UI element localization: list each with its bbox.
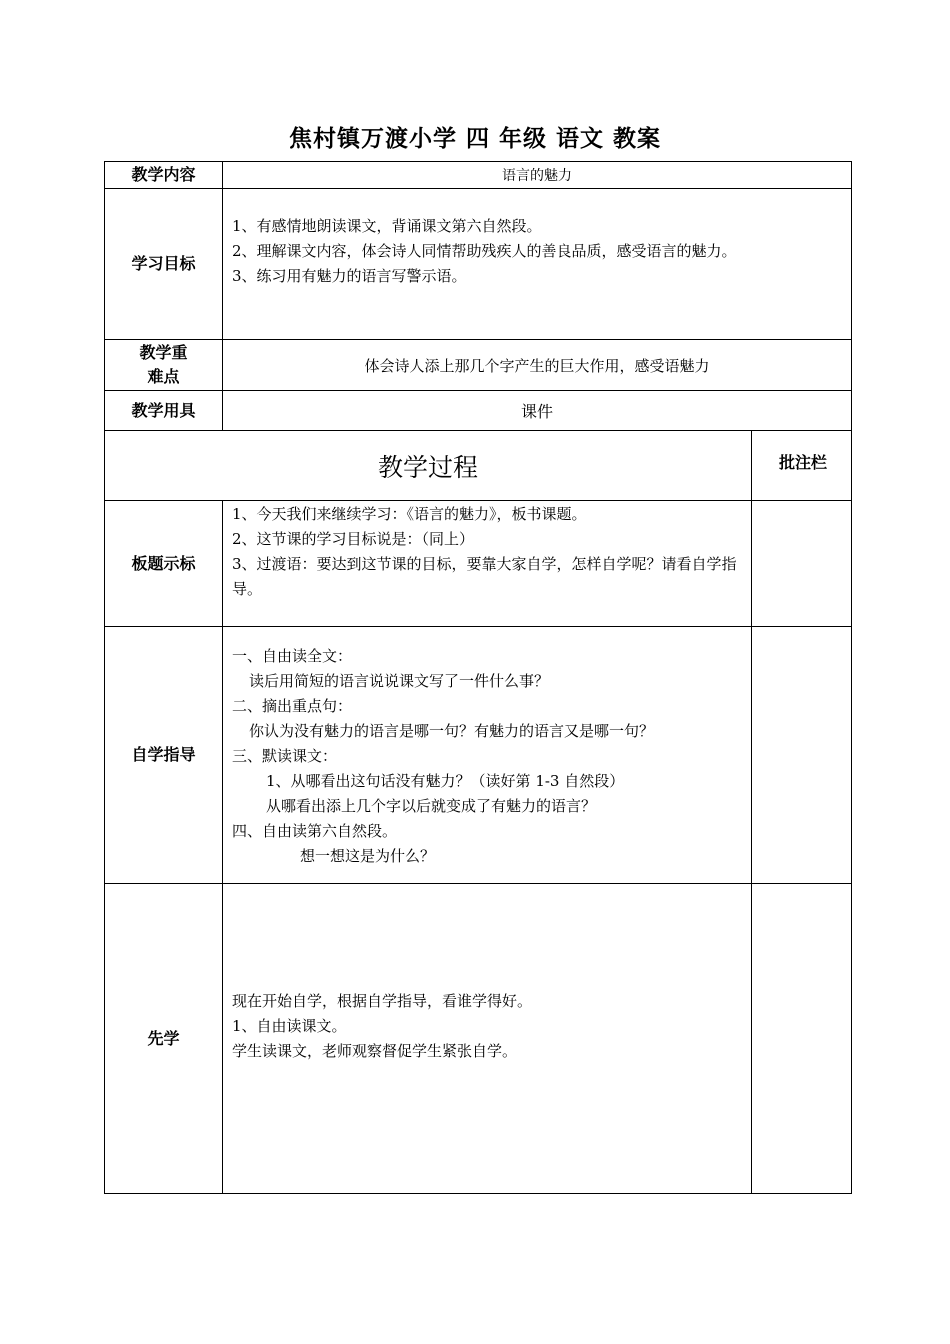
guide-line: 想一想这是为什么？ — [300, 847, 436, 865]
goals-label-cell — [104, 188, 223, 340]
prestudy-line: 1、自由读课文。 — [232, 1017, 347, 1035]
guide-line: 一、自由读全文： — [232, 647, 353, 665]
prestudy-line: 现在开始自学，根据自学指导，看谁学得好。 — [232, 992, 533, 1010]
goal-line: 1、有感情地朗读课文，背诵课文第六自然段。 — [232, 217, 542, 235]
prestudy-label: 先学 — [147, 1028, 180, 1048]
keypoints-label-line1: 教学重 — [139, 343, 188, 362]
process-heading: 教学过程 — [377, 452, 478, 482]
lesson-title: 语言的魅力 — [502, 168, 572, 184]
prestudy-label-cell — [104, 883, 223, 1194]
prestudy-value-cell — [222, 883, 752, 1194]
intro-label: 板题示标 — [131, 553, 196, 573]
prestudy-line: 学生读课文，老师观察督促学生紧张自学。 — [232, 1042, 518, 1060]
content-label-cell — [104, 161, 223, 189]
page-title: 焦村镇万渡小学 四 年级 语文 教案 — [288, 126, 662, 152]
keypoints-value: 体会诗人添上那几个字产生的巨大作用，感受语魅力 — [364, 356, 710, 375]
guide-line: 四、自由读第六自然段。 — [232, 822, 398, 840]
guide-line: 二、摘出重点句： — [232, 697, 353, 715]
goals-label: 学习目标 — [131, 254, 196, 273]
intro-label-cell — [104, 500, 223, 627]
guide-line: 三、默读课文： — [232, 747, 338, 765]
guide-notes-cell — [751, 626, 852, 884]
goal-line: 3、练习用有魅力的语言写警示语。 — [232, 267, 467, 285]
intro-line: 2、这节课的学习目标说是：（同上） — [232, 530, 475, 548]
content-label: 教学内容 — [131, 165, 196, 184]
notes-heading: 批注栏 — [779, 453, 828, 472]
intro-notes-cell — [751, 500, 852, 627]
guide-line: 读后用简短的语言说说课文写了一件什么事？ — [249, 672, 550, 690]
tools-label: 教学用具 — [131, 400, 196, 420]
keypoints-label-cell — [104, 339, 223, 391]
guide-line: 从哪看出添上几个字以后就变成了有魅力的语言？ — [266, 797, 597, 815]
tools-value: 课件 — [520, 402, 553, 421]
keypoints-value-cell — [222, 339, 852, 391]
tools-label-cell — [104, 390, 223, 431]
prestudy-notes-cell — [751, 883, 852, 1194]
goals-value-cell — [222, 188, 852, 340]
notes-header-cell — [751, 430, 852, 501]
intro-line: 1、今天我们来继续学习：《语言的魅力》，板书课题。 — [232, 505, 587, 523]
guide-line: 你认为没有魅力的语言是哪一句？有魅力的语言又是哪一句？ — [249, 722, 655, 740]
guide-value-cell — [222, 626, 752, 884]
process-header-cell — [104, 430, 752, 501]
guide-line: 1、从哪看出这句话没有魅力？（读好第 1-3 自然段） — [266, 772, 625, 790]
goal-line: 2、理解课文内容，体会诗人同情帮助残疾人的善良品质，感受语言的魅力。 — [232, 242, 737, 260]
intro-line: 3、过渡语：要达到这节课的目标，要靠大家自学，怎样自学呢？请看自学指导。 — [232, 555, 737, 598]
keypoints-label-line2: 难点 — [147, 367, 180, 386]
guide-label-cell — [104, 626, 223, 884]
guide-label: 自学指导 — [131, 745, 196, 764]
tools-value-cell — [222, 390, 852, 431]
intro-value-cell — [222, 500, 752, 627]
content-value-cell — [222, 161, 852, 189]
